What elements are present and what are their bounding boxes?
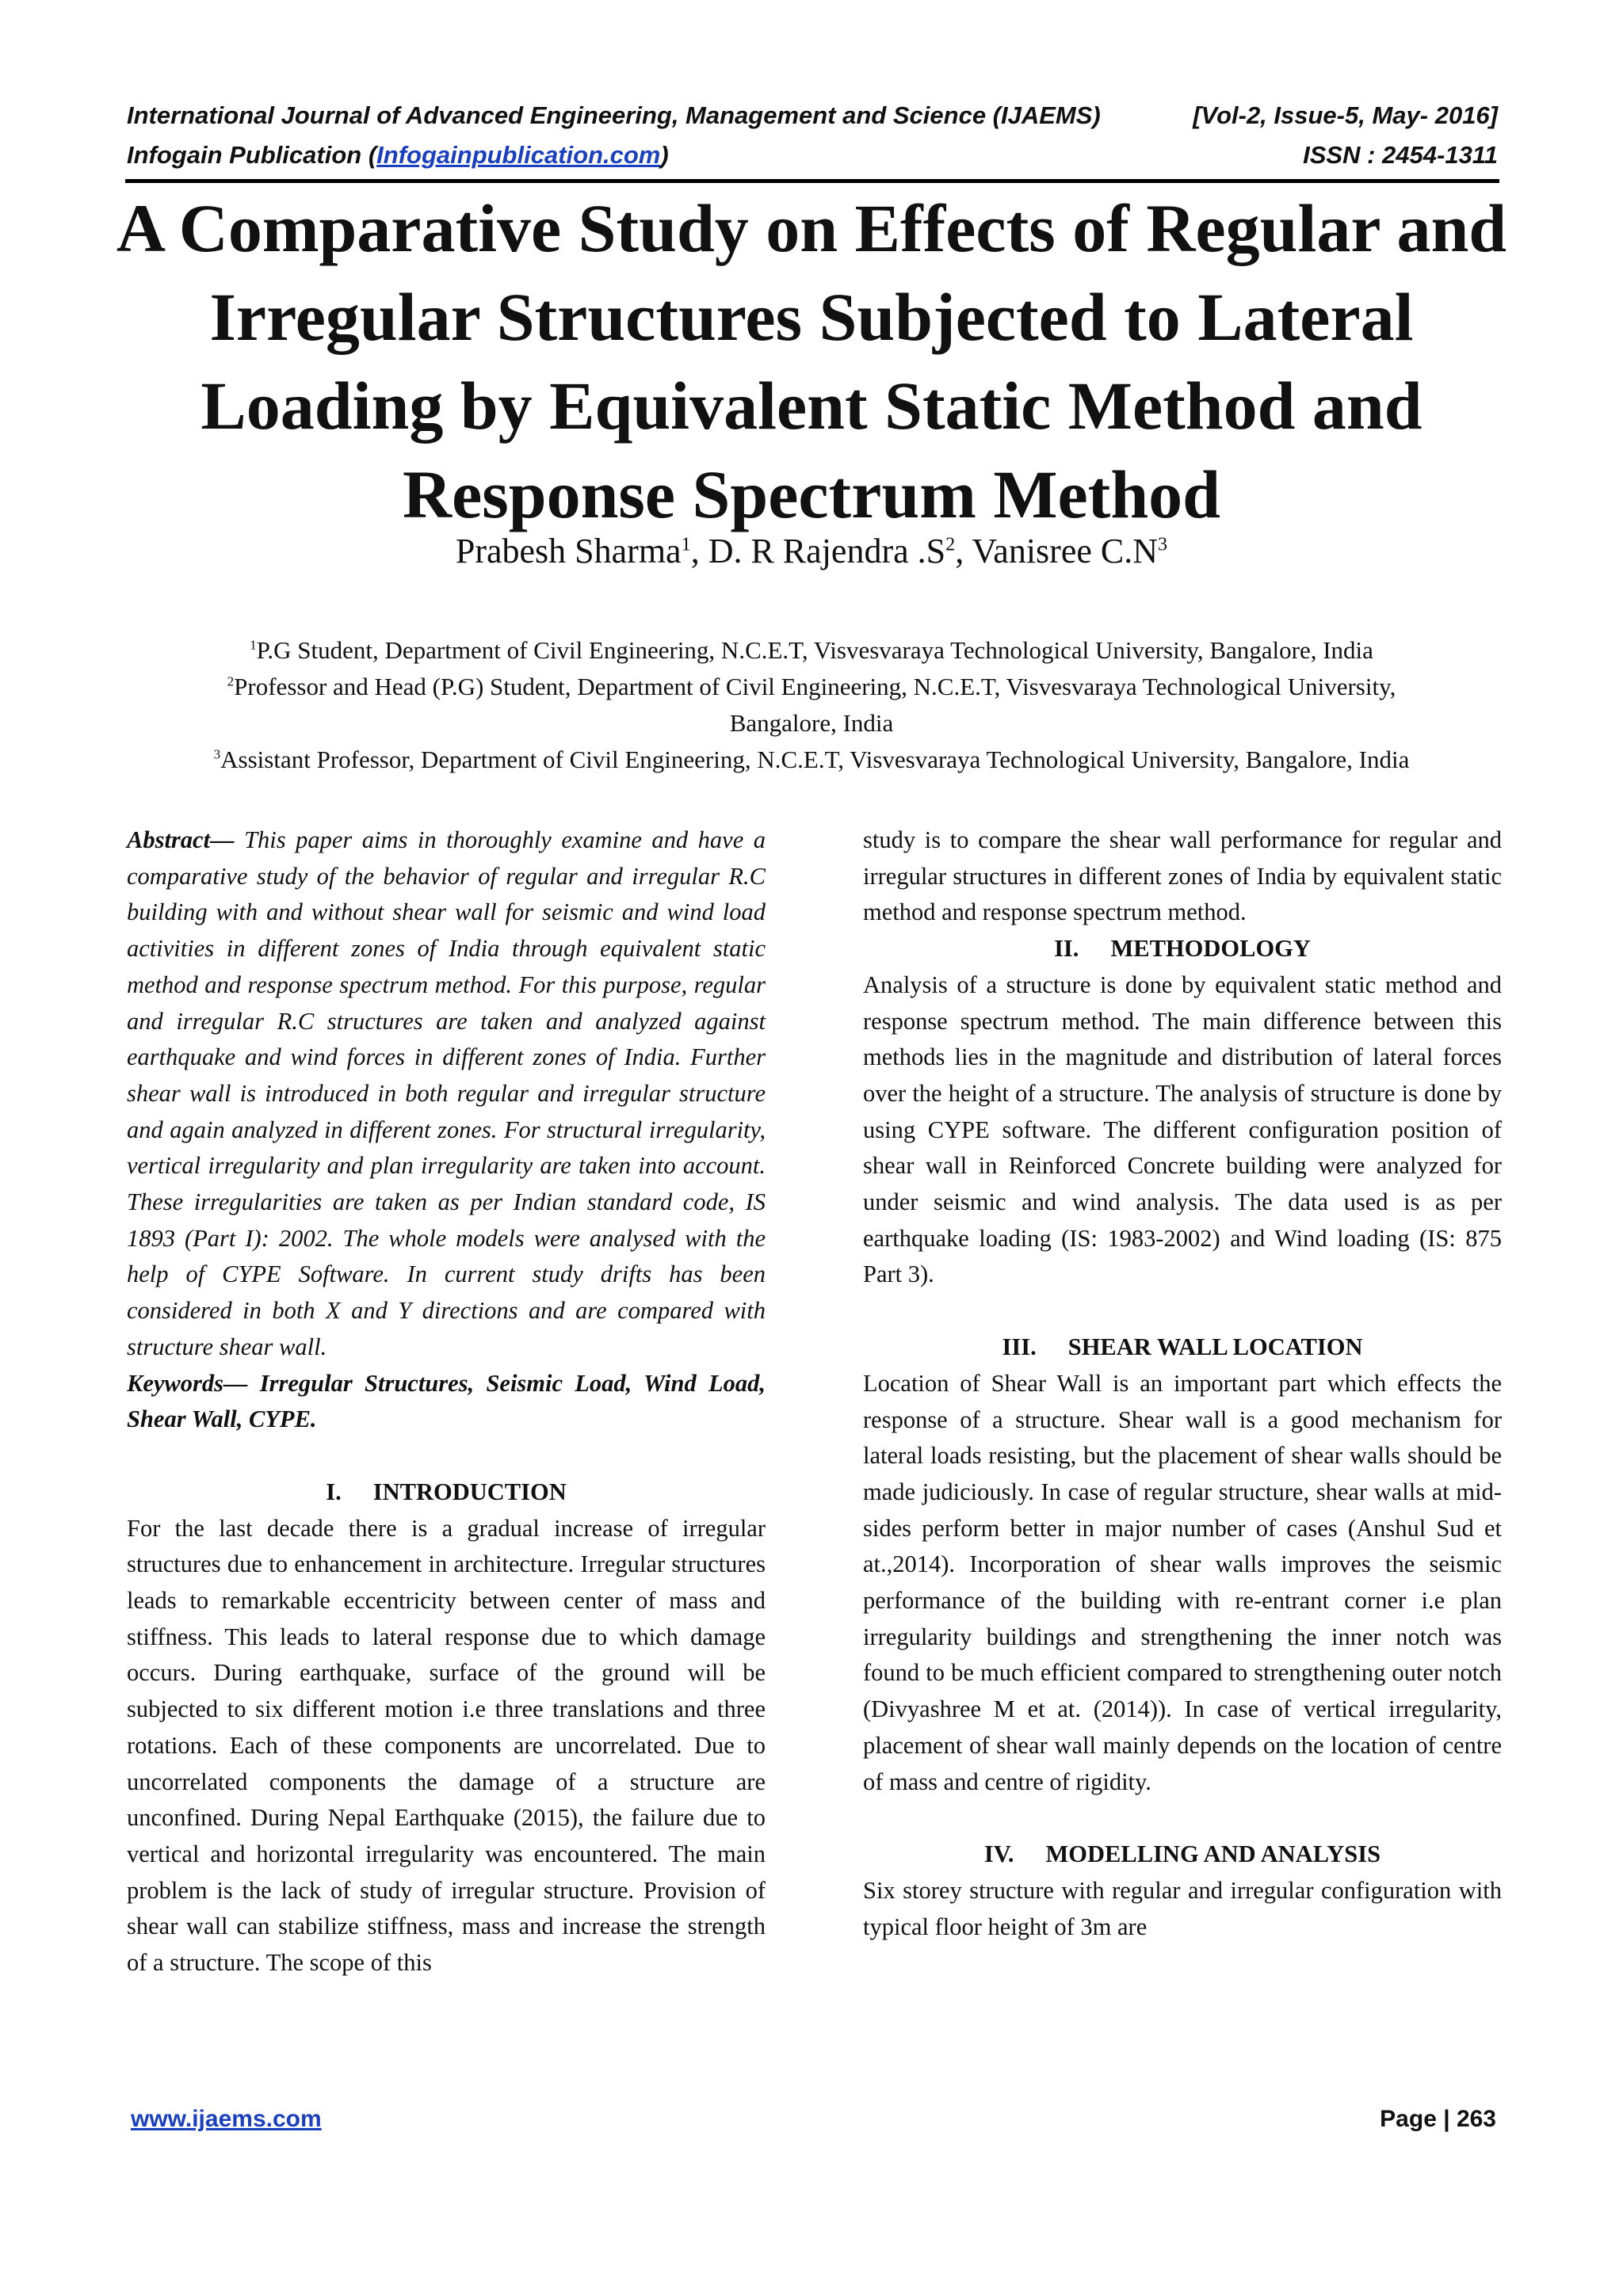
header-rule — [125, 179, 1499, 183]
section-3-number: III. — [1002, 1333, 1037, 1361]
abstract-text: This paper aims in thoroughly examine and have a comparative study of the behavior of regular and irregular R.C building with and without shear wall for seismic and wind load activities in different zones of India through equivalent static method and response spectrum method. For this purpose, regular and irregular R.C structures are taken and analyzed against earthquake and wind forces in different zones of India. Further shear wall is introduced in both regular and irregular structure and again analyzed in different zones. For structural irregularity, vertical irregularity and plan irregularity are taken into account. These irregularities are taken as per Indian standard code, IS 1893 (Part I): 2002. The whole models were analysed with the help of CYPE Software. In current study drifts has been considered in both X and Y directions and are compared with structure shear wall. — [127, 826, 766, 1360]
affiliation-3 — [95, 742, 1528, 778]
paper-title — [79, 184, 1544, 539]
left-column — [127, 822, 766, 1981]
title-line-4: Response Spectrum Method — [403, 456, 1220, 532]
section-heading-introduction — [127, 1474, 766, 1511]
journal-name: International Journal of Advanced Engineering, Management and Science (IJAEMS) — [127, 101, 1101, 129]
author-2: , D. R Rajendra .S — [690, 532, 946, 570]
page-number: Page | 263 — [1380, 2106, 1496, 2132]
section-heading-methodology — [863, 931, 1502, 967]
title-line-2: Irregular Structures Subjected to Lateral — [209, 279, 1414, 355]
affiliations — [95, 632, 1528, 778]
section-2-title: METHODOLOGY — [1110, 935, 1311, 963]
introduction-text: For the last decade there is a gradual increase of irregular structures due to enhancement in architecture. Irregular structures leads to remarkable eccentricity between center of mass and stiffness. This leads to lateral response due to which damage occurs. During earthquake, surface of the ground will be subjected to six different motion i.e three translations and three rotations. Each of these components are uncorrelated. Due to uncorrelated components the damage of a structure are unconfined. During Nepal Earthquake (2015), the failure due to vertical and horizontal irregularity was encountered. The main problem is the lack of study of irregular structure. Provision of shear wall can stabilize stiffness, mass and increase the strength of a structure. The scope of this — [127, 1514, 766, 1977]
publisher-header — [127, 141, 1498, 170]
footer-website-link[interactable]: www.ijaems.com — [131, 2106, 322, 2132]
abstract-label: Abstract— — [127, 826, 235, 853]
affiliation-2-sup: 2 — [227, 673, 235, 689]
author-1: Prabesh Sharma — [455, 532, 682, 570]
affiliation-2-cont: Bangalore, India — [729, 709, 894, 737]
section-4-number: IV. — [983, 1840, 1014, 1868]
affiliation-3-sup: 3 — [213, 746, 221, 762]
affiliation-1-sup: 1 — [250, 637, 257, 653]
modelling-text: Six storey structure with regular and irregular configuration with typical floor height of 3m are — [863, 1876, 1502, 1940]
affiliation-1 — [95, 632, 1528, 669]
section-2-number: II. — [1054, 935, 1079, 963]
right-column — [863, 822, 1502, 1945]
publisher-suffix: ) — [660, 141, 669, 169]
title-line-1: A Comparative Study on Effects of Regular and — [116, 190, 1507, 266]
author-list — [79, 531, 1544, 571]
methodology-text: Analysis of a structure is done by equivalent static method and response spectrum method. The main difference between this methods lies in the magnitude and distribution of lateral forces over the height of a structure. The analysis of structure is done by using CYPE software. The different configuration position of shear wall in Reinforced Concrete building were analyzed for under seismic and wind analysis. The data used is as per earthquake loading (IS: 1983-2002) and Wind loading (IS: 875 Part 3). — [863, 971, 1502, 1288]
author-3-sup: 3 — [1158, 533, 1168, 555]
publisher-link[interactable]: Infogainpublication.com — [376, 141, 661, 169]
section-4-title: MODELLING AND ANALYSIS — [1045, 1840, 1381, 1868]
affiliation-3-text: Assistant Professor, Department of Civil Engineering, N.C.E.T, Visvesvaraya Technological University, Bangalore, India — [220, 746, 1410, 773]
abstract — [127, 822, 766, 1366]
affiliation-2 — [95, 669, 1528, 705]
journal-header — [127, 101, 1498, 130]
section-1-title: INTRODUCTION — [372, 1478, 567, 1505]
title-line-3: Loading by Equivalent Static Method and — [200, 368, 1423, 444]
affiliation-2-text: Professor and Head (P.G) Student, Department of Civil Engineering, N.C.E.T, Visvesvaraya Technological University, — [234, 673, 1396, 700]
author-1-sup: 1 — [681, 533, 691, 555]
volume-info: [Vol-2, Issue-5, May- 2016] — [1193, 101, 1498, 129]
introduction-continued: study is to compare the shear wall performance for regular and irregular structures in different zones of India by equivalent static method and response spectrum method. — [863, 826, 1502, 926]
issn: ISSN : 2454-1311 — [1303, 141, 1498, 169]
author-3: , Vanisree C.N — [955, 532, 1159, 570]
section-heading-modelling — [863, 1836, 1502, 1873]
affiliation-1-text: P.G Student, Department of Civil Engineering, N.C.E.T, Visvesvaraya Technological University, Bangalore, India — [256, 636, 1373, 664]
section-1-number: I. — [326, 1478, 342, 1505]
shear-wall-text: Location of Shear Wall is an important part which effects the response of a structure. Shear wall is a good mechanism for lateral loads resisting, but the placement of shear walls should be made judiciously. In case of regular structure, shear walls at mid-sides perform better in major number of cases (Anshul Sud et at.,2014). Incorporation of shear walls improves the seismic performance of the building with re-entrant corner i.e plan irregularity buildings and strengthening the inner notch was found to be much efficient compared to strengthening outer notch (Divyashree M et at. (2014)). In case of vertical irregularity, placement of shear wall mainly depends on the location of centre of mass and centre of rigidity. — [863, 1369, 1502, 1795]
author-2-sup: 2 — [945, 533, 956, 555]
publisher-prefix: Infogain Publication ( — [127, 141, 377, 169]
section-heading-shear-wall — [863, 1329, 1502, 1366]
section-3-title: SHEAR WALL LOCATION — [1067, 1333, 1363, 1361]
keywords: Keywords— Irregular Structures, Seismic Load, Wind Load, Shear Wall, CYPE. — [127, 1369, 766, 1433]
